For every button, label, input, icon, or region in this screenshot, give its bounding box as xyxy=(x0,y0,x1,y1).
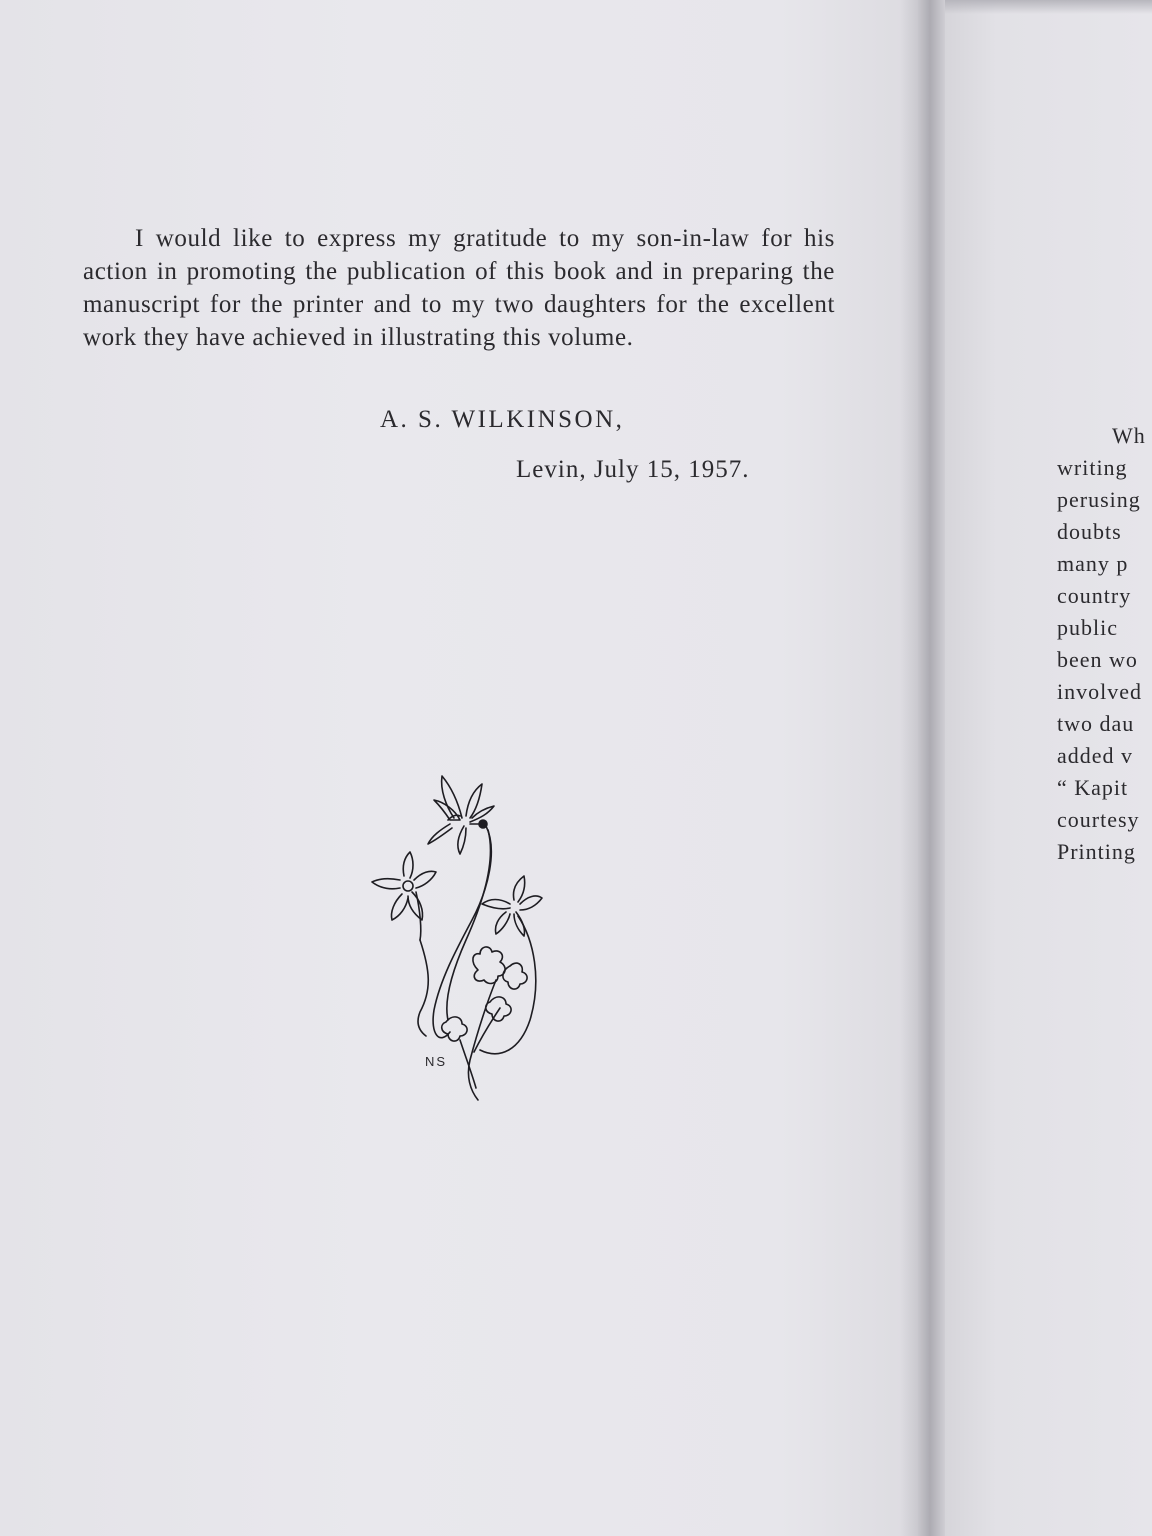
right-page-line: Wh xyxy=(1112,423,1146,448)
right-page-line: been wo xyxy=(1057,647,1138,672)
right-page-line: perusing xyxy=(1057,487,1141,512)
right-page-edge-shadow xyxy=(945,0,1152,14)
right-page-line: courtesy xyxy=(1057,807,1140,832)
author-signature: A. S. WILKINSON, xyxy=(380,406,625,433)
right-page-line: public xyxy=(1057,615,1118,640)
artist-initials: NS xyxy=(425,1054,448,1069)
place-and-date: Levin, July 15, 1957. xyxy=(516,456,750,483)
right-page-line: added v xyxy=(1057,743,1134,768)
right-page-line: writing xyxy=(1057,455,1128,480)
acknowledgement-paragraph: I would like to express my gratitude to my son-in-law for his action in promoting the publication of this book and in preparing the manuscript for the printer and to my two daughters for the excellent work they have achieved in illustrating this volume. xyxy=(83,225,835,351)
right-page-line: “ Kapit xyxy=(1057,775,1129,800)
right-page-line: involved xyxy=(1057,679,1142,704)
right-page-line: Printing xyxy=(1057,839,1136,864)
right-page-line: doubts xyxy=(1057,519,1122,544)
top-flower xyxy=(428,776,494,854)
right-page-line: country xyxy=(1057,583,1132,608)
right-page-line: many p xyxy=(1057,551,1129,576)
right-page-text xyxy=(1057,420,1152,868)
flower-illustration xyxy=(360,740,560,1120)
right-page-line: two dau xyxy=(1057,711,1135,736)
left-flower xyxy=(372,852,436,940)
